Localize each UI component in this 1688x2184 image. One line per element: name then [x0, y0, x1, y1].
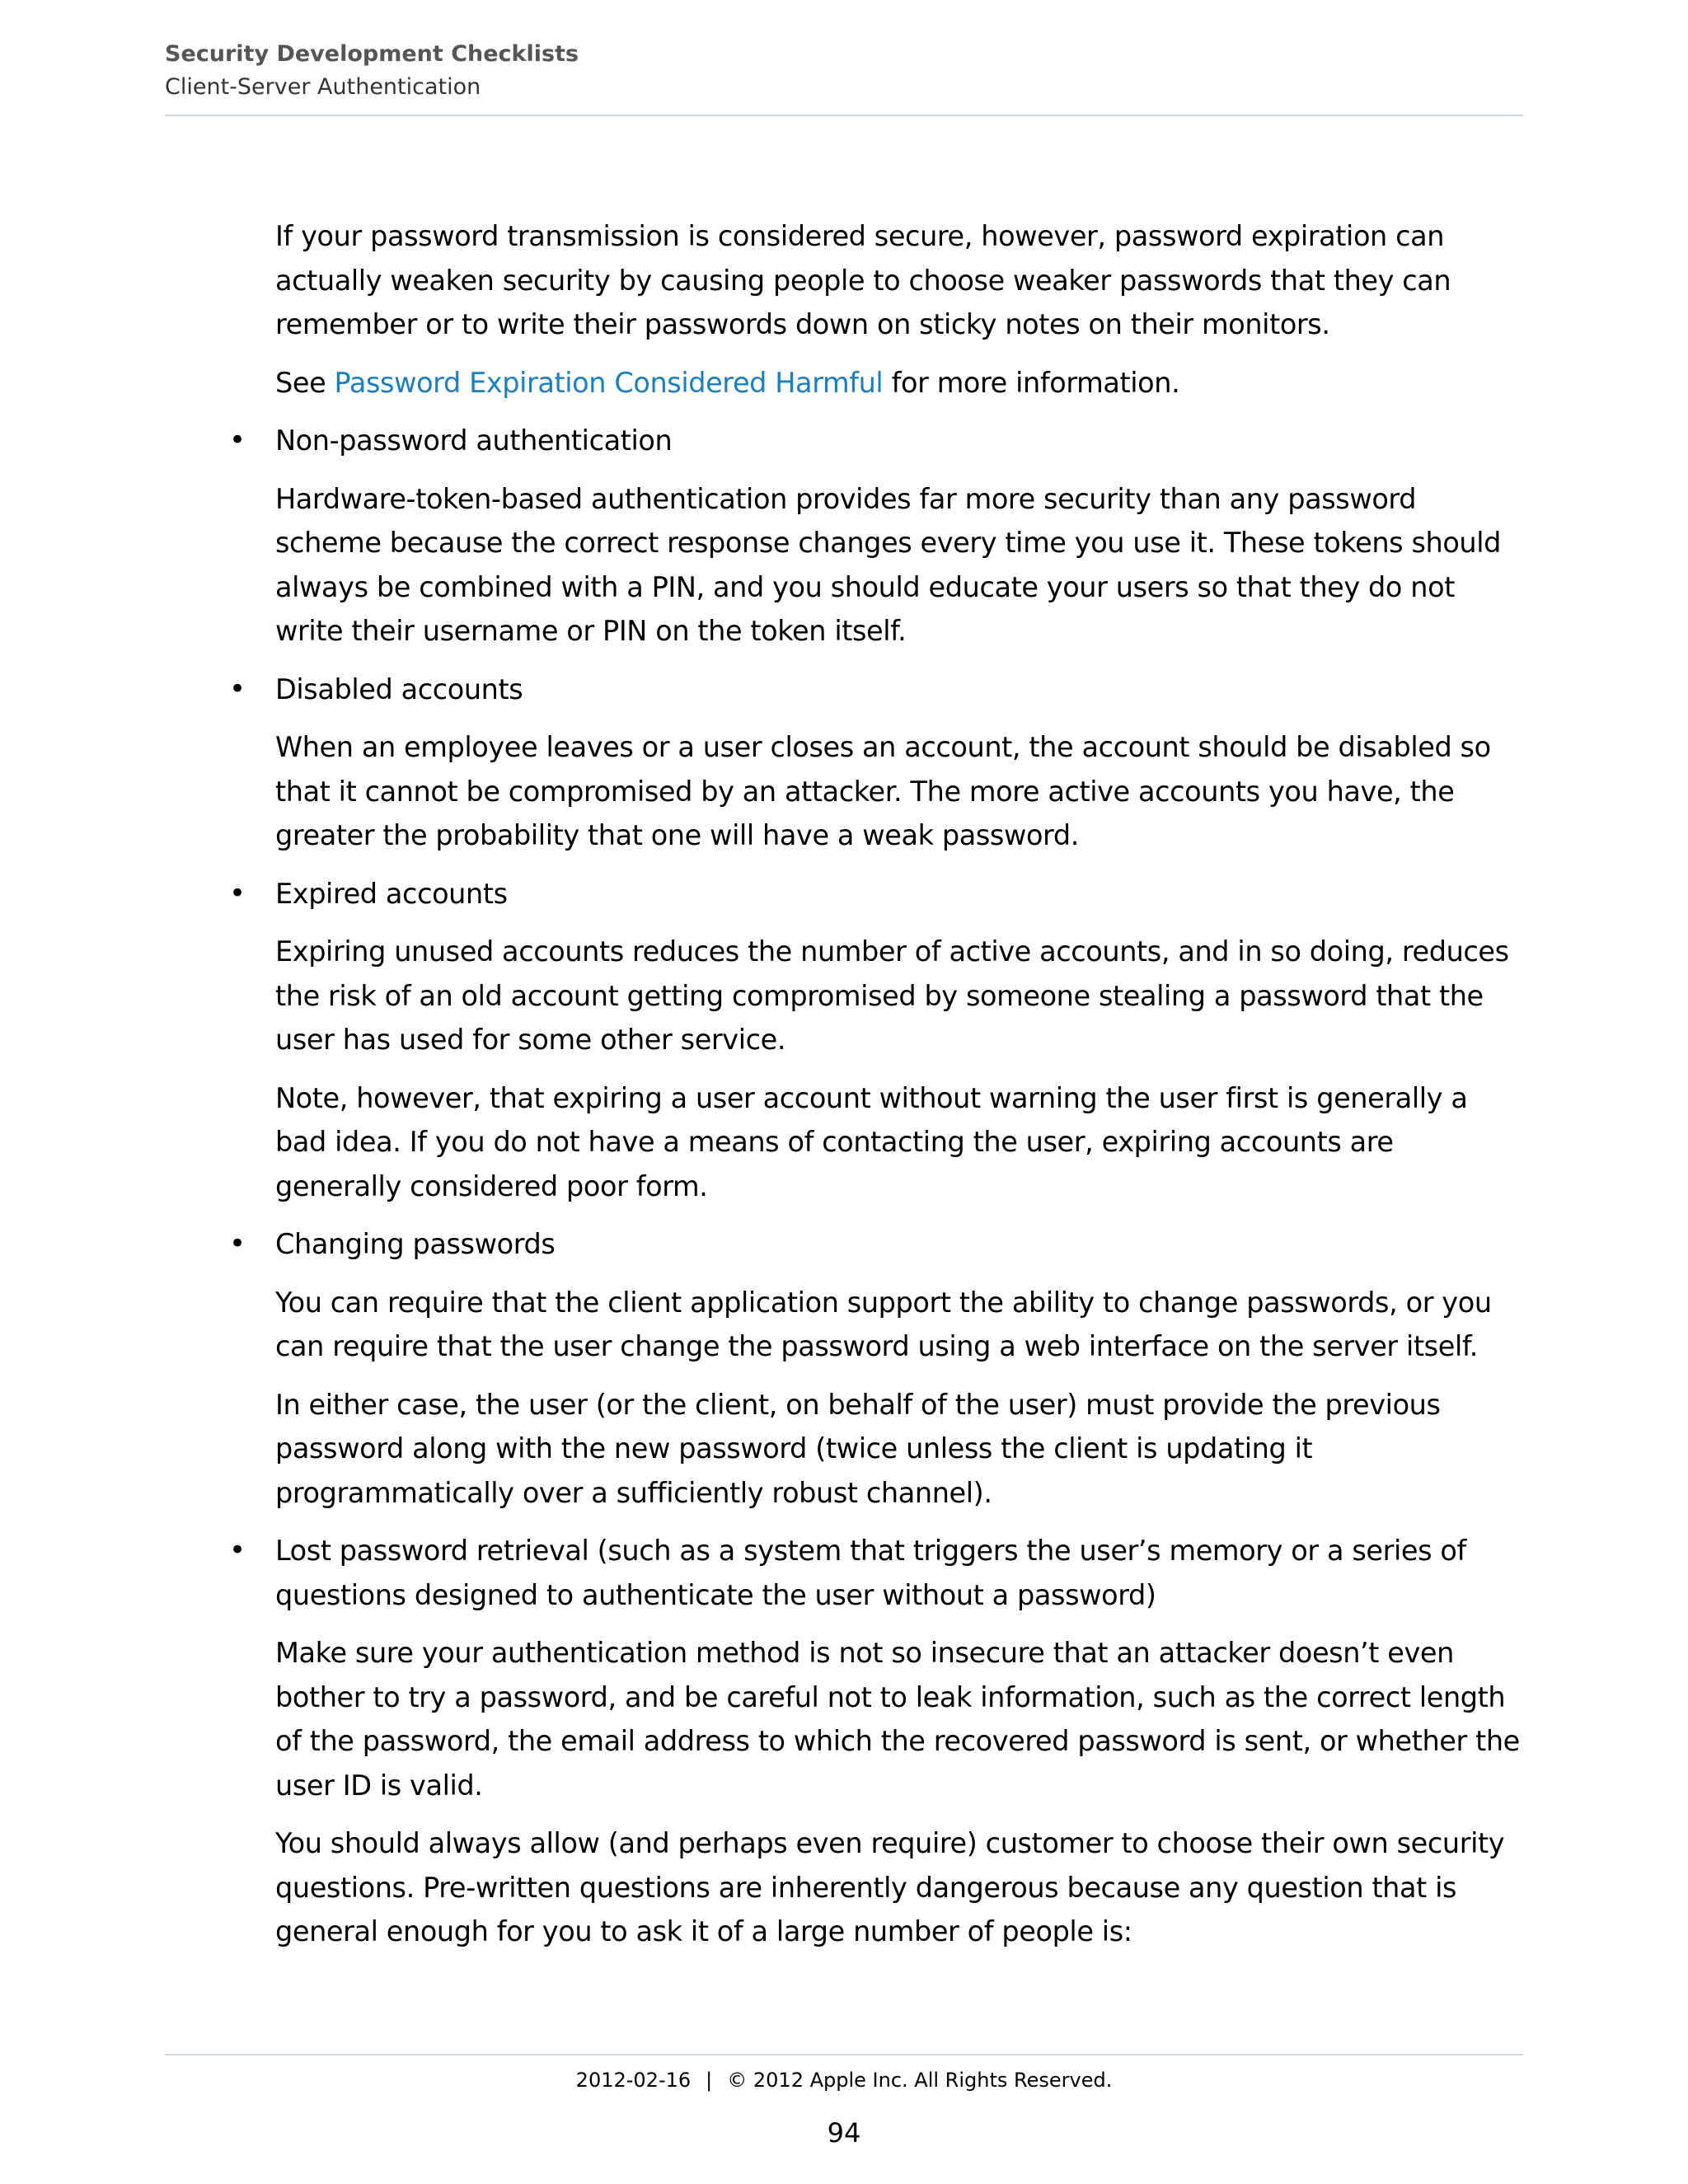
list-item-paragraph: Make sure your authentication method is not so insecure that an attacker doesn’t even bother to try a password, and be careful not to leak information, such as the correct length of the password, the email address to which the recovered password is sent, or whether the user ID is valid.	[275, 1637, 1520, 1802]
bullet-icon: •	[229, 424, 246, 457]
page-header	[165, 38, 1523, 104]
list-item-paragraph: Hardware-token-based authentication provides far more security than any password scheme because the correct response changes every time you use it. These tokens should always be combined with a PIN, and you should educate your users so that they do not write their username or PIN on the token itself.	[275, 482, 1502, 647]
header-divider	[165, 115, 1523, 116]
main-content	[229, 214, 1523, 1968]
list-item-disabled-accounts	[229, 668, 1523, 858]
see-suffix: for more information.	[883, 366, 1180, 399]
list-item-heading: • Non-password authentication	[275, 419, 1523, 463]
page-footer	[165, 2065, 1523, 2095]
intro-paragraph: If your password transmission is considered secure, however, password expiration can actually weaken security by causing people to choose weaker passwords that they can remember or to write their passwords down on sticky notes on their monitors.	[275, 220, 1451, 340]
see-prefix: See	[275, 366, 335, 399]
see-also-paragraph	[275, 361, 1523, 405]
section-title: Client-Server Authentication	[165, 74, 481, 100]
footer-divider	[165, 2054, 1523, 2055]
bullet-icon: •	[229, 672, 246, 705]
list-item-non-password-authentication	[229, 419, 1523, 654]
footer-copyright: © 2012 Apple Inc. All Rights Reserved.	[727, 2069, 1113, 2092]
list-item-paragraph: In either case, the user (or the client, on behalf of the user) must provide the previous password along with the new password (twice unless the client is updating it programmatically over a sufficiently robust channel).	[275, 1388, 1441, 1509]
list-item-expired-accounts	[229, 872, 1523, 1209]
bullet-icon: •	[229, 1534, 246, 1567]
list-item-paragraph: Note, however, that expiring a user account without warning the user first is generally a bad idea. If you do not have a means of contacting the user, expiring accounts are generally considered poor form.	[275, 1081, 1468, 1202]
list-item-heading: • Expired accounts	[275, 872, 1523, 916]
list-item-heading: • Lost password retrieval (such as a system that triggers the user’s memory or a series of questions designed to authenticate the user without a password)	[275, 1529, 1523, 1617]
list-item-paragraph: You should always allow (and perhaps even require) customer to choose their own security questions. Pre-written questions are inherently dangerous because any question that is general enough for you to ask it of a large number of people is:	[275, 1827, 1505, 1947]
list-item-paragraph: When an employee leaves or a user closes an account, the account should be disabled so that it cannot be compromised by an attacker. The more active accounts you have, the greater the probability that one will have a weak password.	[275, 731, 1491, 851]
bullet-icon: •	[229, 1227, 246, 1260]
list-item-lost-password-retrieval	[229, 1529, 1523, 1954]
document-title: Security Development Checklists	[165, 41, 579, 67]
footer-date: 2012-02-16	[575, 2069, 692, 2092]
page-number: 94	[827, 2117, 861, 2149]
bullet-icon: •	[229, 876, 246, 910]
list-item-heading: • Changing passwords	[275, 1222, 1523, 1267]
footer-separator: |	[706, 2069, 713, 2092]
list-item-paragraph: You can require that the client application support the ability to change passwords, or you can require that the user change the password using a web interface on the server itself.	[275, 1286, 1492, 1362]
password-expiration-link[interactable]: Password Expiration Considered Harmful	[334, 366, 884, 399]
list-item-heading: • Disabled accounts	[275, 668, 1523, 712]
list-item-changing-passwords	[229, 1222, 1523, 1515]
list-item-paragraph: Expiring unused accounts reduces the number of active accounts, and in so doing, reduces the risk of an old account getting compromised by someone stealing a password that the user has used for some other service.	[275, 935, 1509, 1056]
